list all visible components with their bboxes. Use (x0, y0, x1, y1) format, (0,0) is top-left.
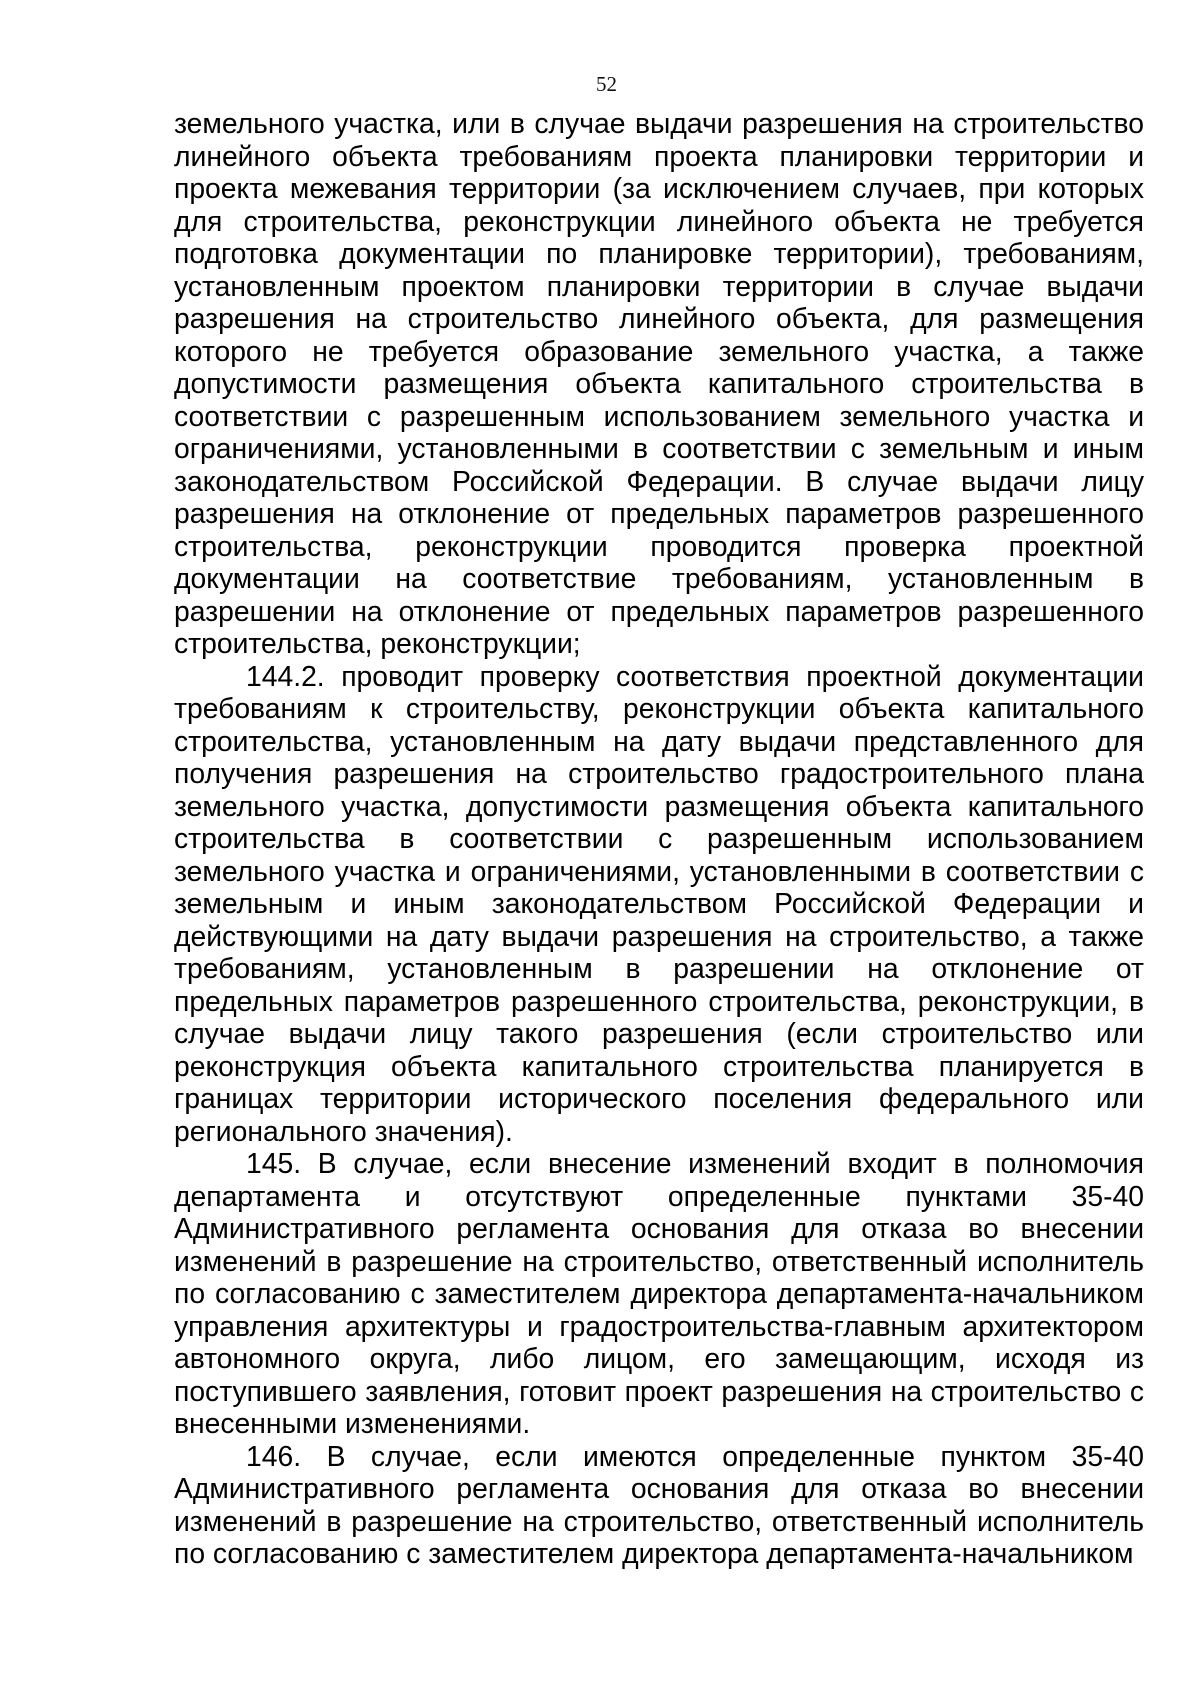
paragraph-145: 145. В случае, если внесение изменений входит в полномочия департамента и отсутствуют определенные пунктами 35-40 Административного регламента основания для отказа во внесении изменений в разрешение на строительство, ответственный исполнитель по согласованию с заместителем директора департамента-начальником управления архитектуры и градостроительства-главным архитектором автономного округа, либо лицом, его замещающим, исходя из поступившего заявления, готовит проект разрешения на строительство с внесенными изменениями. (174, 1147, 1144, 1439)
paragraph-continuation: земельного участка, или в случае выдачи разрешения на строительство линейного объекта требованиям проекта планировки территории и проекта межевания территории (за исключением случаев, при которых для строительства, реконструкции линейного объекта не требуется подготовка документации по планировке территории), требованиям, установленным проектом планировки территории в случае выдачи разрешения на строительство линейного объекта, для размещения которого не требуется образование земельного участка, а также допустимости размещения объекта капитального строительства в соответствии с разрешенным использованием земельного участка и ограничениями, установленными в соответствии с земельным и иным законодательством Российской Федерации. В случае выдачи лицу разрешения на отклонение от предельных параметров разрешенного строительства, реконструкции проводится проверка проектной документации на соответствие требованиям, установленным в разрешении на отклонение от предельных параметров разрешенного строительства, реконструкции; (174, 107, 1144, 659)
document-body (174, 107, 1144, 1570)
page-number: 52 (596, 72, 617, 96)
paragraph-146: 146. В случае, если имеются определенные пунктом 35-40 Административного регламента основания для отказа во внесении изменений в разрешение на строительство, ответственный исполнитель по согласованию с заместителем директора департамента-начальником (174, 1439, 1144, 1569)
paragraph-144-2: 144.2. проводит проверку соответствия проектной документации требованиям к строительству, реконструкции объекта капитального строительства, установленным на дату выдачи представленного для получения разрешения на строительство градостроительного плана земельного участка, допустимости размещения объекта капитального строительства в соответствии с разрешенным использованием земельного участка и ограничениями, установленными в соответствии с земельным и иным законодательством Российской Федерации и действующими на дату выдачи разрешения на строительство, а также требованиям, установленным в разрешении на отклонение от предельных параметров разрешенного строительства, реконструкции, в случае выдачи лицу такого разрешения (если строительство или реконструкция объекта капитального строительства планируется в границах территории исторического поселения федерального или регионального значения). (174, 659, 1144, 1147)
